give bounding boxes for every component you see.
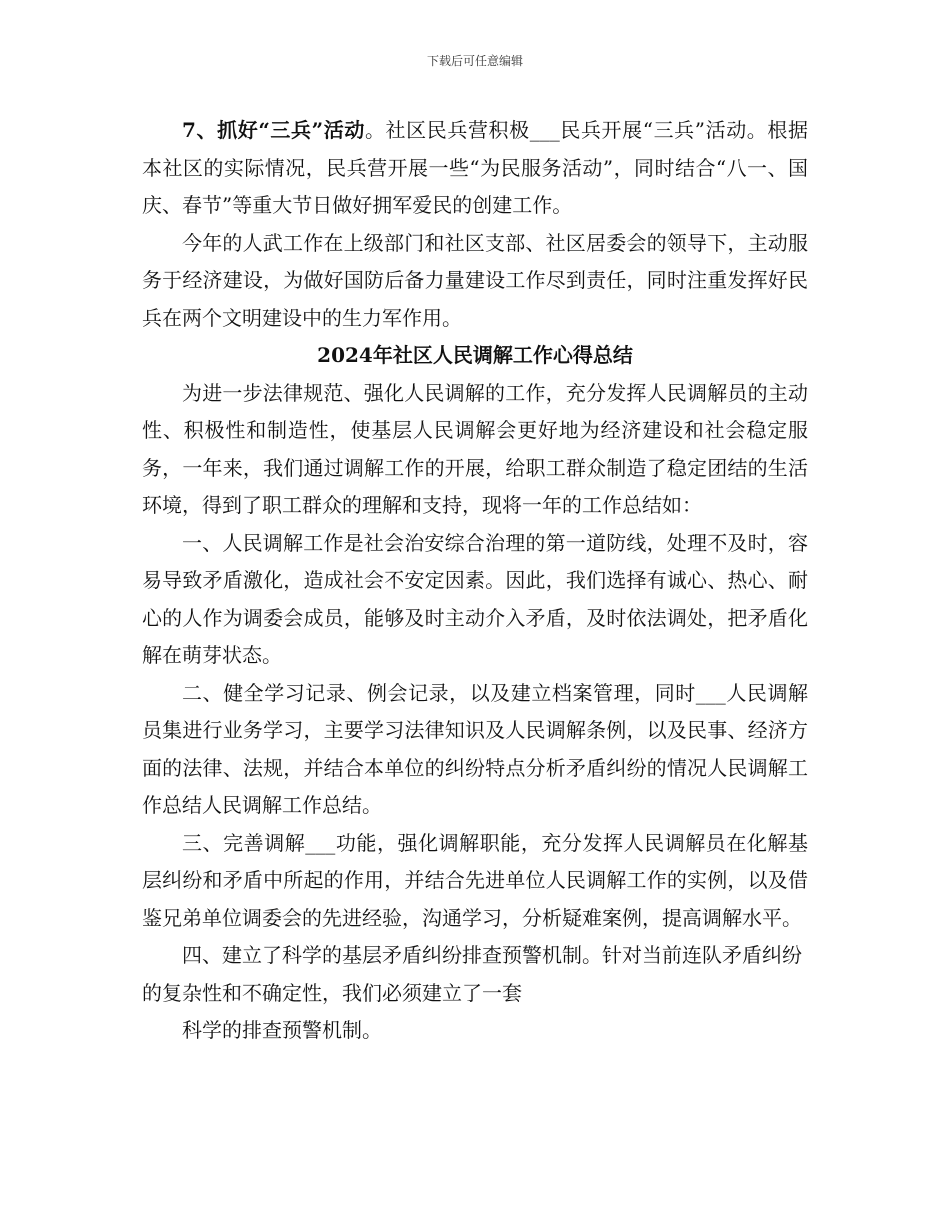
paragraph-militia-activity — [142, 112, 808, 225]
section-title: 2024年社区人民调解工作心得总结 — [317, 343, 633, 367]
paragraph-point-two: 二、健全学习记录、例会记录，以及建立档案管理，同时___人民调解员集进行业务学习，主要学习法律知识及人民调解条例，以及民事、经济方面的法律、法规，并结合本单位的纠纷特点分析矛盾纠纷的情况人民调解工作总结人民调解工作总结。 — [142, 680, 808, 817]
paragraph-point-three: 三、完善调解___功能，强化调解职能，充分发挥人民调解员在化解基层纠纷和矛盾中所起的作用，并结合先进单位人民调解工作的实例，以及借鉴兄弟单位调委会的先进经验，沟通学习，分析疑难案例，提高调解水平。 — [142, 830, 808, 930]
bold-heading: 7、抓好“三兵”活动 — [182, 118, 365, 142]
paragraph-point-four: 四、建立了科学的基层矛盾纠纷排查预警机制。针对当前连队矛盾纠纷的复杂性和不确定性，我们必须建立了一套 — [142, 943, 802, 1005]
paragraph-point-four-continued: 科学的排查预警机制。 — [182, 1018, 382, 1042]
document-body — [142, 112, 808, 1050]
paragraph-intro: 为进一步法律规范、强化人民调解的工作，充分发挥人民调解员的主动性、积极性和制造性，使基层人民调解会更好地为经济建设和社会稳定服务，一年来，我们通过调解工作的开展，给职工群众制造了稳定团结的生活环境，得到了职工群众的理解和支持，现将一年的工作总结如： — [142, 380, 808, 517]
paragraph-text: 。社区民兵营积极___民兵开展“三兵”活动。根据本社区的实际情况，民兵营开展一些“为民服务活动”，同时结合“八一、国庆、春节”等重大节日做好拥军爱民的创建工作。 — [142, 118, 808, 217]
paragraph-point-one: 一、人民调解工作是社会治安综合治理的第一道防线，处理不及时，容易导致矛盾激化，造成社会不安定因素。因此，我们选择有诚心、热心、耐心的人作为调委会成员，能够及时主动介入矛盾，及时依法调处，把矛盾化解在萌芽状态。 — [142, 530, 808, 667]
paragraph-armed-work-summary: 今年的人武工作在上级部门和社区支部、社区居委会的领导下，主动服务于经济建设，为做好国防后备力量建设工作尽到责任，同时注重发挥好民兵在两个文明建设中的生力军作用。 — [142, 230, 808, 330]
page-header: 下载后可任意编辑 — [426, 54, 523, 68]
